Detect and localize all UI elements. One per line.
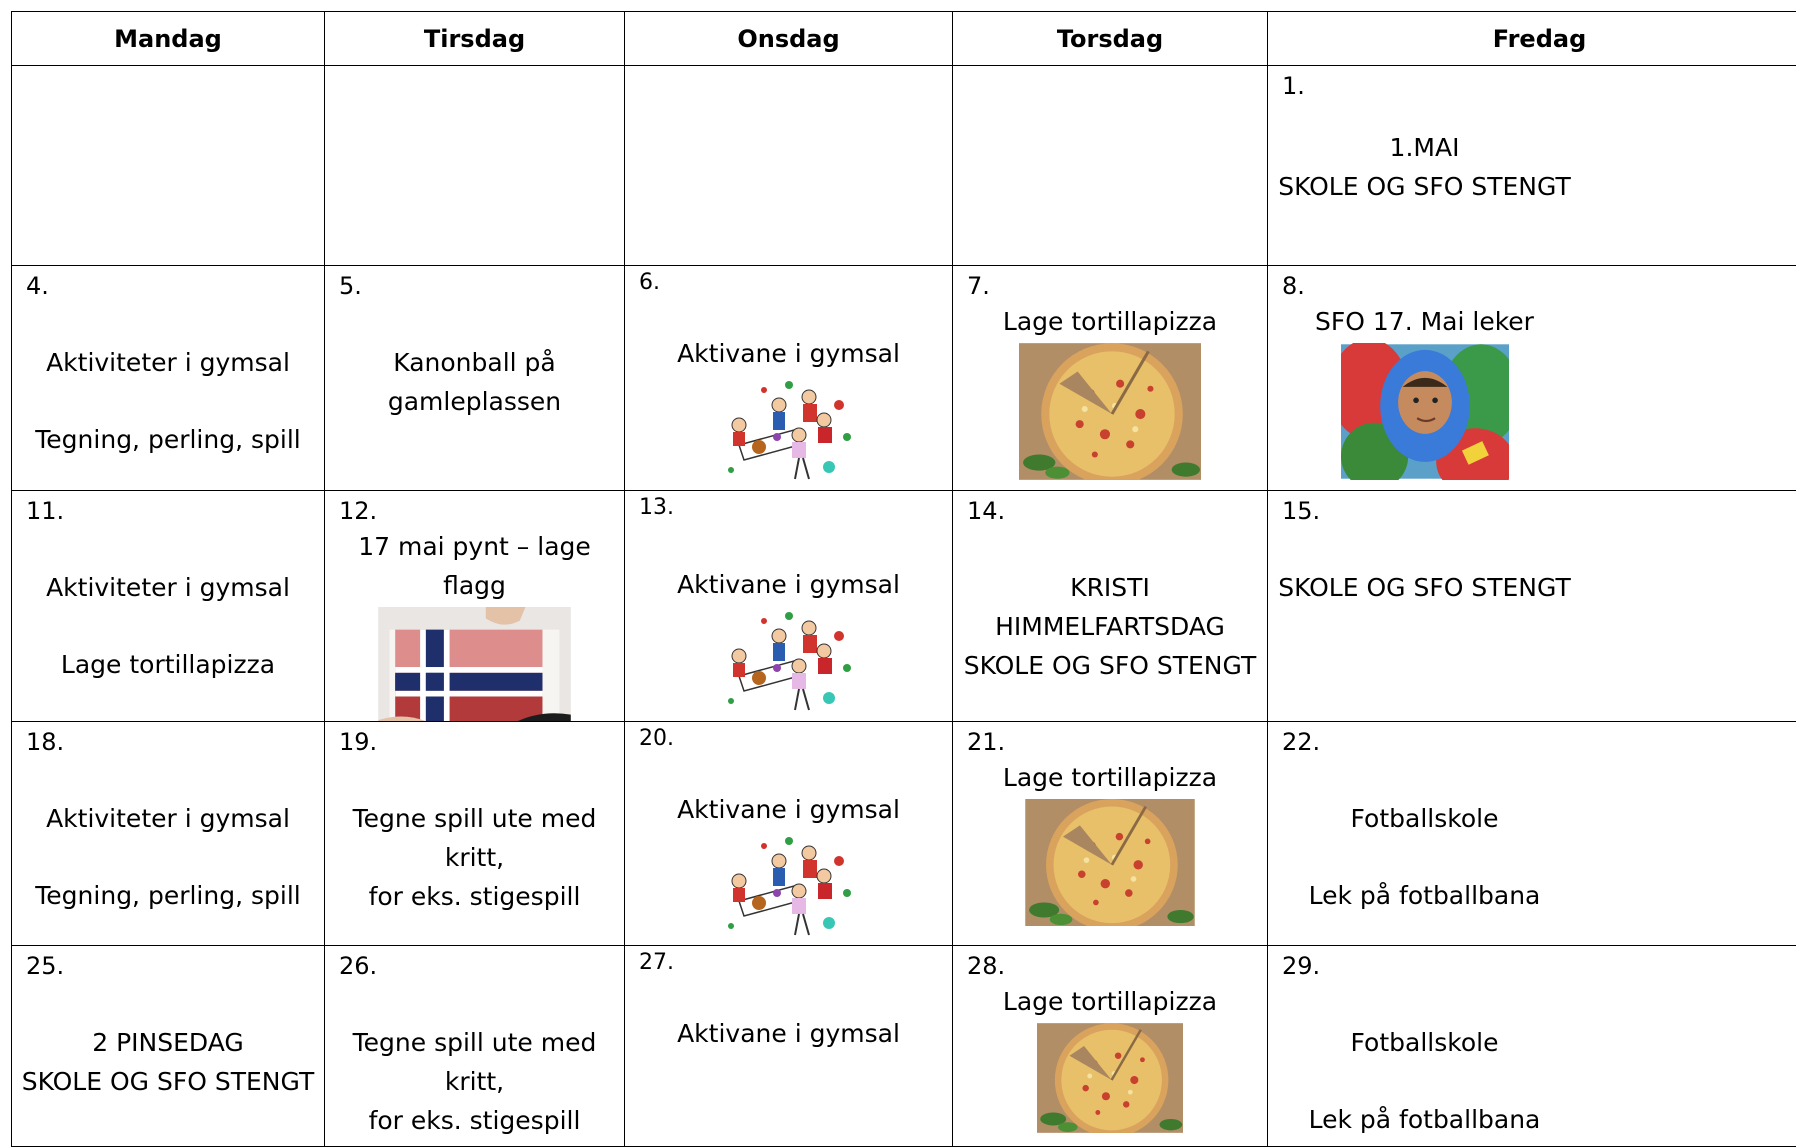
day-number: 29. <box>1282 952 1321 980</box>
day-cell <box>325 266 625 491</box>
day-number: 14. <box>967 497 1006 525</box>
day-cell <box>12 266 325 491</box>
day-cell <box>1268 946 1796 1147</box>
day-activity: Aktiviteter i gymsal Lage tortillapizza <box>46 573 290 679</box>
day-activity: Aktivane i gymsal <box>625 565 952 716</box>
children-playing-illustration <box>719 831 859 941</box>
day-number: 28. <box>967 952 1006 980</box>
day-cell <box>953 491 1268 722</box>
day-cell-empty <box>953 66 1268 266</box>
weekday-header-monday: Mandag <box>12 12 325 66</box>
day-activity: 1.MAI SKOLE OG SFO STENGT <box>1278 133 1571 201</box>
day-activity: Tegne spill ute med kritt, for eks. stigespill <box>352 804 597 911</box>
day-number: 12. <box>339 497 378 525</box>
pizza-photo <box>1025 799 1195 926</box>
day-number: 27. <box>639 950 674 975</box>
day-number: 25. <box>26 952 65 980</box>
day-activity: 2 PINSEDAG SKOLE OG SFO STENGT <box>21 1028 315 1096</box>
balloon-face-photo <box>1341 343 1509 480</box>
day-cell <box>12 491 325 722</box>
day-cell <box>625 266 953 491</box>
day-activity: Fotballskole Lek på fotballbana <box>1308 1028 1541 1134</box>
day-activity: Fotballskole Lek på fotballbana <box>1308 804 1541 910</box>
norwegian-flag-craft-photo <box>378 607 571 722</box>
children-playing-illustration <box>719 606 859 716</box>
day-cell <box>1268 491 1796 722</box>
day-activity: SFO 17. Mai leker <box>1268 302 1581 480</box>
day-number: 26. <box>339 952 378 980</box>
day-cell <box>1268 722 1796 946</box>
day-cell-empty <box>625 66 953 266</box>
day-number: 18. <box>26 728 65 756</box>
day-cell <box>325 491 625 722</box>
day-activity: Aktiviteter i gymsal Tegning, perling, spill <box>35 804 301 910</box>
day-cell <box>325 722 625 946</box>
day-number: 13. <box>639 495 674 520</box>
day-activity: KRISTI HIMMELFARTSDAG SKOLE OG SFO STENGT <box>963 573 1257 680</box>
day-number: 6. <box>639 270 660 295</box>
day-activity: Kanonball på gamleplassen <box>387 348 562 416</box>
day-activity: Lage tortillapizza <box>953 758 1267 926</box>
day-activity: Tegne spill ute med kritt, for eks. stigespill <box>352 1028 597 1135</box>
day-cell <box>953 946 1268 1147</box>
day-activity: Aktivane i gymsal <box>677 1019 900 1048</box>
day-cell <box>625 946 953 1147</box>
pizza-photo <box>1037 1023 1183 1133</box>
pizza-photo <box>1019 343 1201 480</box>
day-number: 4. <box>26 272 49 300</box>
day-cell <box>1268 266 1796 491</box>
day-activity: Aktivane i gymsal <box>625 790 952 941</box>
day-cell <box>1268 66 1796 266</box>
day-number: 20. <box>639 726 674 751</box>
day-cell <box>12 722 325 946</box>
day-activity: Aktiviteter i gymsal Tegning, perling, spill <box>35 348 301 454</box>
day-number: 7. <box>967 272 990 300</box>
day-number: 11. <box>26 497 65 525</box>
day-cell <box>953 722 1268 946</box>
day-activity: 17 mai pynt – lage flagg <box>325 527 624 722</box>
day-cell <box>325 946 625 1147</box>
day-number: 8. <box>1282 272 1305 300</box>
day-number: 15. <box>1282 497 1321 525</box>
day-number: 21. <box>967 728 1006 756</box>
weekday-header-wednesday: Onsdag <box>625 12 953 66</box>
day-cell-empty <box>325 66 625 266</box>
day-number: 5. <box>339 272 362 300</box>
day-activity: Lage tortillapizza <box>953 302 1267 480</box>
weekday-header-tuesday: Tirsdag <box>325 12 625 66</box>
day-cell <box>625 491 953 722</box>
monthly-activity-calendar <box>11 11 1796 1147</box>
day-cell <box>953 266 1268 491</box>
day-cell <box>12 946 325 1147</box>
weekday-header-friday: Fredag <box>1268 12 1796 66</box>
day-activity: Lage tortillapizza <box>953 982 1267 1133</box>
day-number: 19. <box>339 728 378 756</box>
day-cell-empty <box>12 66 325 266</box>
children-playing-illustration <box>719 375 859 485</box>
day-activity: Aktivane i gymsal <box>625 334 952 485</box>
day-cell <box>625 722 953 946</box>
day-number: 1. <box>1282 72 1305 100</box>
day-activity: SKOLE OG SFO STENGT <box>1278 573 1571 602</box>
day-number: 22. <box>1282 728 1321 756</box>
weekday-header-thursday: Torsdag <box>953 12 1268 66</box>
